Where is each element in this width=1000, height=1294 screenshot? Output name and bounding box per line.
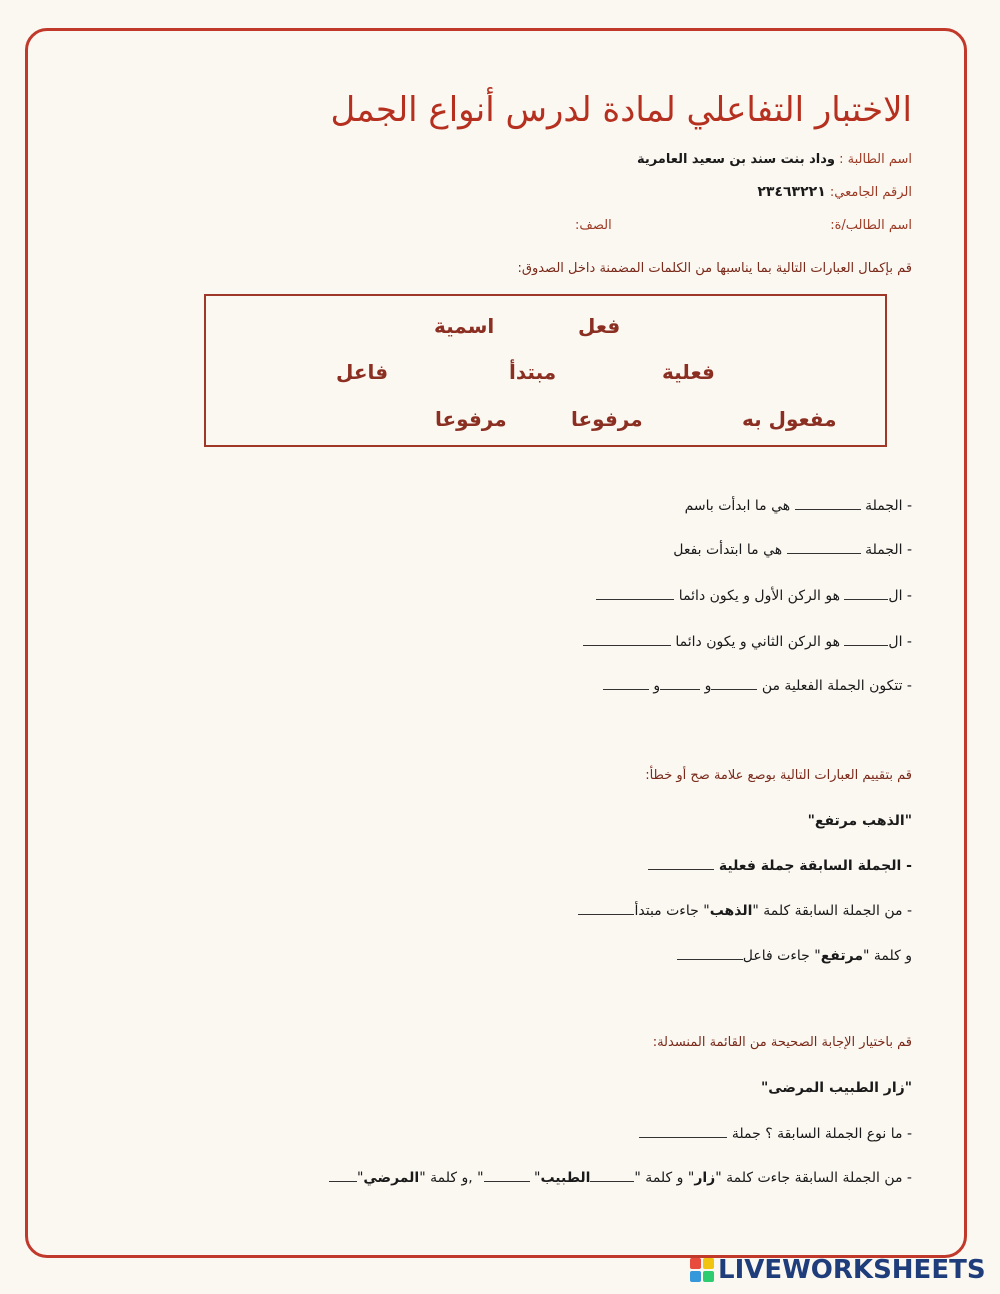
- answer-blank[interactable]: [583, 644, 671, 646]
- answer-blank[interactable]: [660, 688, 700, 690]
- answer-dropdown[interactable]: [639, 1136, 727, 1138]
- tf-line-3: و كلمة "مرتفع" جاءت فاعل: [677, 948, 912, 964]
- answer-blank[interactable]: [648, 868, 714, 870]
- section3-quote: "زار الطبيب المرضى": [760, 1080, 912, 1096]
- answer-dropdown[interactable]: [484, 1180, 530, 1182]
- logo-squares-icon: [690, 1258, 714, 1282]
- answer-blank[interactable]: [603, 688, 649, 690]
- word-bank-item: مرفوعا: [571, 407, 643, 431]
- tf-line-2: - من الجملة السابقة كلمة "الذهب" جاءت مبتدأ: [578, 903, 912, 919]
- answer-dropdown[interactable]: [590, 1180, 634, 1182]
- fill-line-5: - تتكون الجملة الفعلية من و و: [603, 678, 912, 694]
- student-name-value: وداد بنت سند بن سعيد العامرية: [636, 152, 835, 167]
- word-bank-item: فعل: [578, 314, 621, 338]
- student-id-row: [757, 184, 912, 200]
- student-id-value: ٢٣٤٦٣٢٢١: [757, 184, 826, 200]
- answer-blank[interactable]: [596, 598, 674, 600]
- answer-blank[interactable]: [578, 913, 634, 915]
- word-bank-item: مفعول به: [742, 407, 837, 431]
- answer-blank[interactable]: [795, 508, 861, 510]
- answer-blank[interactable]: [787, 552, 861, 554]
- tf-line-1: - الجملة السابقة جملة فعلية: [648, 858, 912, 874]
- answer-blank[interactable]: [677, 958, 743, 960]
- word-bank-item: فاعل: [336, 360, 389, 384]
- word-bank-item: مبتدأ: [509, 360, 557, 384]
- word-bank-item: اسمية: [434, 314, 495, 338]
- section1-instruction: قم بإكمال العبارات التالية بما يناسبها من الكلمات المضمنة داخل الصدوق:: [517, 261, 912, 276]
- fill-line-1: - الجملة هي ما ابدأت باسم: [684, 498, 912, 514]
- answer-blank[interactable]: [711, 688, 757, 690]
- fill-line-4: - ال هو الركن الثاني و يكون دائما: [583, 634, 912, 650]
- fill-line-3: - ال هو الركن الأول و يكون دائما: [596, 588, 912, 604]
- word-bank-box: [204, 294, 887, 447]
- student-field-label: اسم الطالب/ة:: [830, 218, 912, 233]
- class-field-label: الصف:: [575, 218, 612, 233]
- word-bank-item: مرفوعا: [435, 407, 507, 431]
- section3-instruction: قم باختيار الإجابة الصحيحة من القائمة المنسدلة:: [652, 1035, 912, 1050]
- answer-dropdown[interactable]: [329, 1180, 357, 1182]
- student-name-row: [637, 152, 912, 167]
- word-bank-item: فعلية: [662, 360, 715, 384]
- section2-instruction: قم بتقييم العبارات التالية بوصع علامة صح أو خطأ:: [645, 768, 912, 783]
- select-line-1: - ما نوع الجملة السابقة ؟ جملة: [639, 1126, 912, 1142]
- answer-blank[interactable]: [844, 598, 888, 600]
- select-line-2: - من الجملة السابقة جاءت كلمة "زار" و كلمة "الطبيب" " ,و كلمة "المرضي": [329, 1170, 912, 1186]
- student-name-label: اسم الطالبة :: [839, 152, 912, 167]
- page-title: الاختبار التفاعلي لمادة لدرس أنواع الجمل: [330, 90, 912, 130]
- liveworksheets-logo: [690, 1254, 990, 1286]
- brand-name: LIVEWORKSHEETS: [718, 1255, 986, 1285]
- fill-line-2: - الجملة هي ما ابتدأت بفعل: [673, 542, 912, 558]
- section2-quote: "الذهب مرتفع": [807, 813, 912, 829]
- answer-blank[interactable]: [844, 644, 888, 646]
- student-id-label: الرقم الجامعي:: [829, 185, 912, 200]
